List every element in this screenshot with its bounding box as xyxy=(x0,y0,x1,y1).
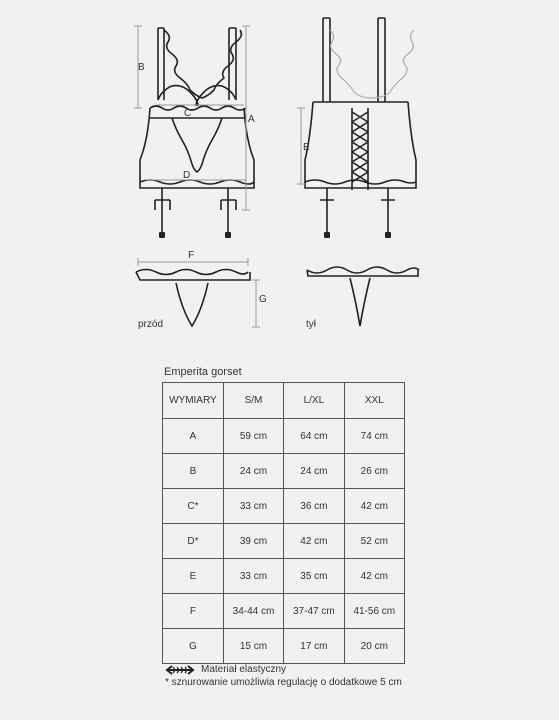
table-row xyxy=(163,594,405,629)
table-cell: 36 cm xyxy=(284,489,344,524)
header-cell: XXL xyxy=(344,383,404,419)
back-thong xyxy=(307,267,419,326)
legend-note-text: * sznurowanie umożliwia regulację o dodatkowe 5 cm xyxy=(165,677,402,688)
label-front: przód xyxy=(138,319,164,330)
header-cell: L/XL xyxy=(284,383,344,419)
legend xyxy=(165,663,402,689)
table-cell: 33 cm xyxy=(223,559,283,594)
label-b: B xyxy=(138,62,145,73)
table-cell: 15 cm xyxy=(223,629,283,664)
label-d: D xyxy=(183,170,191,181)
table-cell: 20 cm xyxy=(344,629,404,664)
label-e: E xyxy=(303,142,310,153)
table-cell: 24 cm xyxy=(223,454,283,489)
front-thong xyxy=(136,270,250,327)
table-row xyxy=(163,559,405,594)
front-thong-dimensions xyxy=(138,258,260,327)
table-cell: G xyxy=(163,629,224,664)
label-back: tył xyxy=(306,319,316,330)
table-cell: 17 cm xyxy=(284,629,344,664)
front-corset xyxy=(140,28,254,232)
table-title: Emperita gorset xyxy=(164,366,242,378)
table-cell: D* xyxy=(163,524,224,559)
table-cell: E xyxy=(163,559,224,594)
label-c: C xyxy=(184,108,192,119)
table-header-row xyxy=(163,383,405,419)
table-cell: 26 cm xyxy=(344,454,404,489)
header-cell: WYMIARY xyxy=(163,383,224,419)
table-cell: A xyxy=(163,419,224,454)
table-cell: 74 cm xyxy=(344,419,404,454)
legend-note xyxy=(165,676,402,689)
table-cell: 42 cm xyxy=(284,524,344,559)
front-garter-clips xyxy=(159,232,231,238)
table-cell: B xyxy=(163,454,224,489)
table-cell: 42 cm xyxy=(344,489,404,524)
header-cell: S/M xyxy=(223,383,283,419)
table-cell: 64 cm xyxy=(284,419,344,454)
legend-elastic-text: Materiał elastyczny xyxy=(201,664,287,675)
table-cell: 35 cm xyxy=(284,559,344,594)
table-cell: C* xyxy=(163,489,224,524)
table-cell: 42 cm xyxy=(344,559,404,594)
table-cell: 59 cm xyxy=(223,419,283,454)
table-cell: 41-56 cm xyxy=(344,594,404,629)
double-arrow-icon xyxy=(165,665,195,675)
table-cell: 33 cm xyxy=(223,489,283,524)
back-garter-clips xyxy=(324,232,391,238)
table-cell: 34-44 cm xyxy=(223,594,283,629)
size-diagram xyxy=(0,0,559,345)
label-f: F xyxy=(188,250,195,261)
table-cell: 39 cm xyxy=(223,524,283,559)
legend-elastic xyxy=(165,663,402,676)
label-a: A xyxy=(248,114,255,125)
table-row xyxy=(163,489,405,524)
table-row xyxy=(163,629,405,664)
size-table xyxy=(162,382,405,664)
table-cell: 24 cm xyxy=(284,454,344,489)
table-row xyxy=(163,419,405,454)
back-corset xyxy=(305,18,416,232)
back-lace-outline xyxy=(330,30,414,98)
table-cell: 37-47 cm xyxy=(284,594,344,629)
table-cell: F xyxy=(163,594,224,629)
table-row xyxy=(163,454,405,489)
table-row xyxy=(163,524,405,559)
label-g: G xyxy=(259,294,267,305)
table-cell: 52 cm xyxy=(344,524,404,559)
